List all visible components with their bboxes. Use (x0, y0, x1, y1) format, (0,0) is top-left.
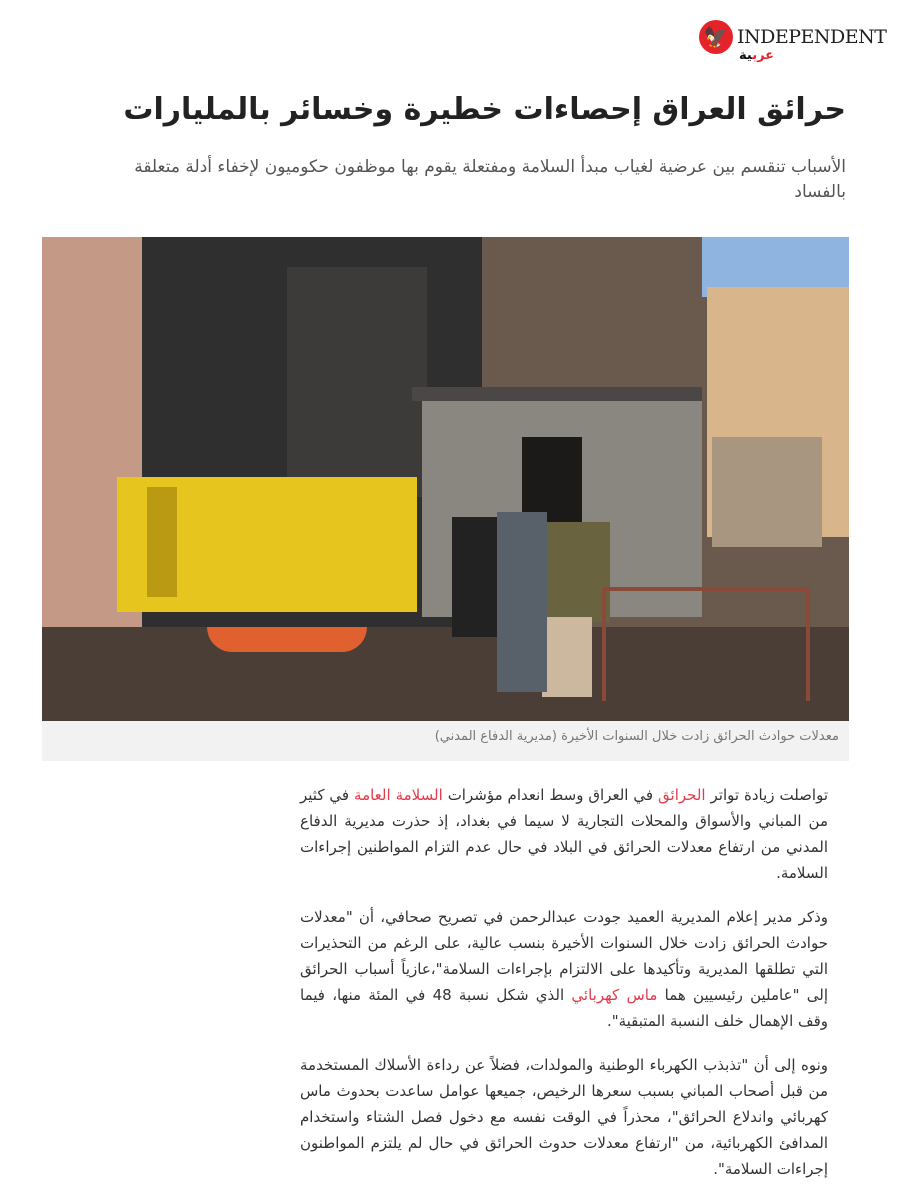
logo-arabic: عربية (739, 48, 775, 63)
paragraph-2: وذكر مدير إعلام المديرية العميد جودت عبدالرحمن في تصريح صحافي، أن "معدلات حوادث الحرائق زادت خلال السنوات الأخيرة بنسب عالية، على الرغم من التحذيرات التي تطلقها المديرية وتأكيدها على الالتزام بإجراءات السلامة"،عازياً أسباب الحرائق إلى "عاملين رئيسيين هما ماس كهربائي الذي شكل نسبة 48 في المئة منها، فيما وقف الإهمال خلف النسبة المتبقية". (300, 908, 828, 1030)
logo-wordmark: INDEPENDENT (737, 26, 887, 48)
link-public-safety[interactable]: السلامة العامة (354, 786, 443, 804)
independent-arabia-logo[interactable] (699, 20, 887, 66)
article-subtitle: الأسباب تنقسم بين عرضية لغياب مبدأ السلامة ومفتعلة يقوم بها موظفون حكوميون لإخفاء أدلة متعلقة بالفساد (134, 157, 846, 202)
link-short-circuit[interactable]: ماس كهربائي (571, 986, 658, 1004)
paragraph-3: ونوه إلى أن "تذبذب الكهرباء الوطنية والمولدات، فضلاً عن رداءة الأسلاك المستخدمة من قبل أصحاب المباني بسبب سعرها الرخيص، جميعها عوامل ساعدت بحدوث ماس كهربائي واندلاع الحرائق"، محذراً في الوقت نفسه مع دخول فصل الشتاء واستخدام المدافئ الكهربائية، من "ارتفاع معدلات حدوث الحرائق في حال لم يلتزم المواطنون إجراءات السلامة". (300, 1056, 828, 1178)
paragraph-1: تواصلت زيادة تواتر الحرائق في العراق وسط انعدام مؤشرات السلامة العامة في كثير من المباني والأسواق والمحلات التجارية لا سيما في بغداد، إذ حذرت مديرية الدفاع المدني من ارتفاع معدلات الحرائق في البلاد في حال عدم التزام المواطنين إجراءات السلامة. (300, 786, 828, 882)
article-title: حرائق العراق إحصاءات خطيرة وخسائر بالمليارات (123, 92, 846, 127)
image-caption-box (42, 721, 849, 761)
link-fires[interactable]: الحرائق (658, 786, 706, 804)
eagle-logo-icon: 🦅 (699, 20, 733, 54)
article-image (42, 237, 849, 721)
image-caption: معدلات حوادث الحرائق زادت خلال السنوات الأخيرة (مديرية الدفاع المدني) (434, 729, 839, 744)
article-body (300, 782, 828, 1200)
